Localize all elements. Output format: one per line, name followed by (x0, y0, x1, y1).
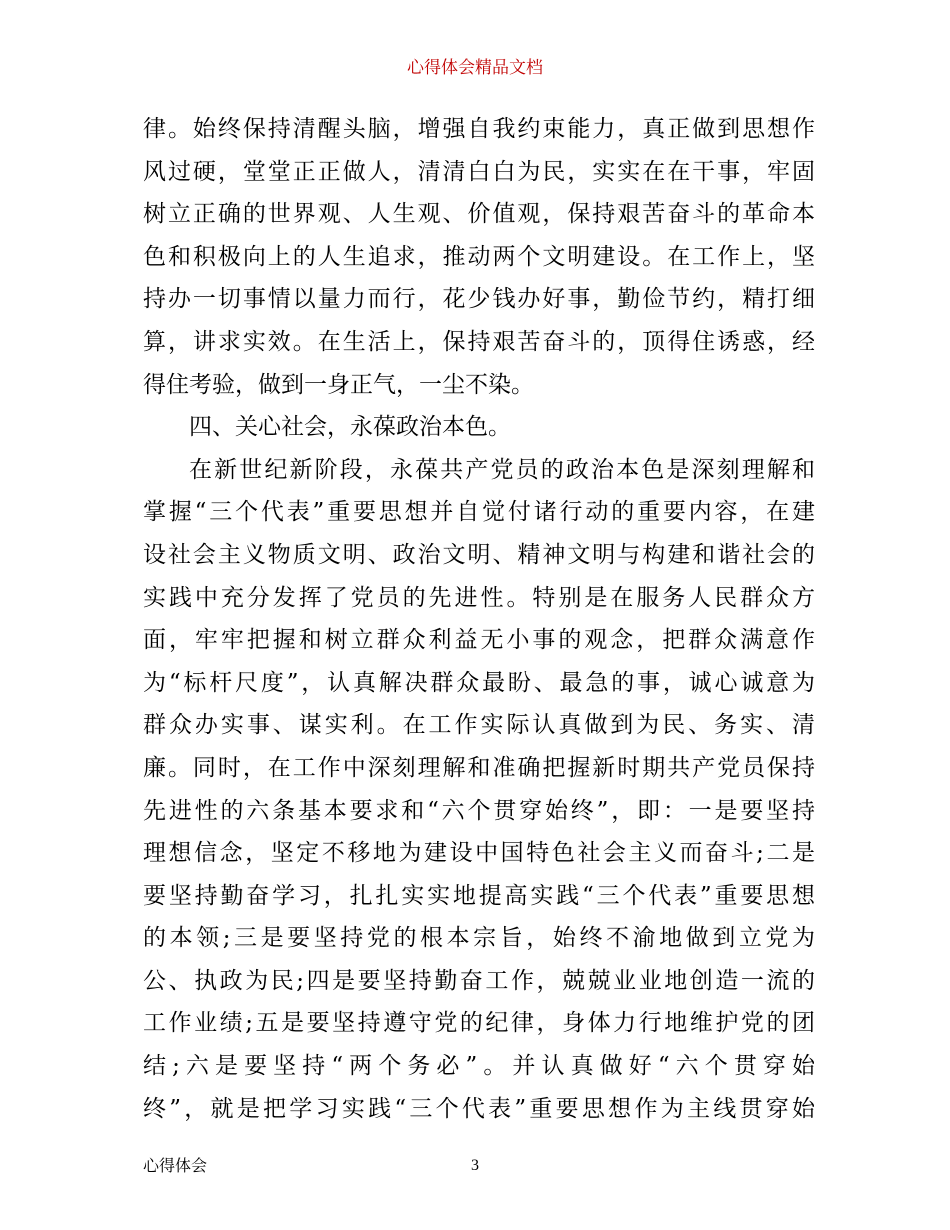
paragraph (143, 108, 815, 406)
text-line: 群众办实事、谋实利。在工作实际认真做到为民、务实、清 (143, 712, 815, 739)
text-line: 持办一切事情以量力而行，花少钱办好事，勤俭节约，精打细 (143, 286, 815, 313)
text-line: 色和积极向上的人生追求，推动两个文明建设。在工作上，坚 (143, 243, 815, 270)
text-line: 风过硬，堂堂正正做人，清清白白为民，实实在在干事，牢固 (143, 158, 815, 185)
text-line: 要坚持勤奋学习，扎扎实实地提高实践“三个代表”重要思想 (143, 882, 815, 909)
text-line: 廉。同时，在工作中深刻理解和准确把握新时期共产党员保持 (143, 754, 815, 781)
text-line: 算，讲求实效。在生活上，保持艰苦奋斗的，顶得住诱惑，经 (143, 328, 815, 355)
text-line: 结;六是要坚持“两个务必”。并认真做好“六个贯穿始 (143, 1053, 815, 1080)
text-line: 树立正确的世界观、人生观、价值观，保持艰苦奋斗的革命本 (143, 201, 815, 228)
paragraph (143, 449, 815, 1131)
page-number: 3 (471, 1157, 479, 1174)
text-line: 先进性的六条基本要求和“六个贯穿始终”，即：一是要坚持 (143, 797, 815, 824)
page-footer-label: 心得体会 (143, 1156, 208, 1175)
text-line: 得住考验，做到一身正气，一尘不染。 (143, 371, 534, 398)
text-line: 工作业绩;五是要坚持遵守党的纪律，身体力行地维护党的团 (143, 1010, 815, 1037)
text-line: 为“标杆尺度”，认真解决群众最盼、最急的事，诚心诚意为 (143, 669, 815, 696)
text-line: 实践中充分发挥了党员的先进性。特别是在服务人民群众方 (143, 584, 815, 611)
text-line: 律。始终保持清醒头脑，增强自我约束能力，真正做到思想作 (143, 116, 815, 142)
text-line: 的本领;三是要坚持党的根本宗旨，始终不渝地做到立党为 (143, 925, 815, 952)
text-line: 理想信念，坚定不移地为建设中国特色社会主义而奋斗;二是 (143, 840, 815, 867)
paragraph (143, 406, 815, 449)
document-body (143, 108, 815, 1130)
page-header-title: 心得体会精品文档 (407, 58, 543, 78)
text-line: 在新世纪新阶段，永葆共产党员的政治本色是深刻理解和 (189, 456, 815, 483)
text-line: 掌握“三个代表”重要思想并自觉付诸行动的重要内容，在建 (143, 499, 815, 526)
text-line: 设社会主义物质文明、政治文明、精神文明与构建和谐社会的 (143, 541, 815, 568)
text-line: 四、关心社会，永葆政治本色。 (189, 414, 511, 441)
text-line: 面，牢牢把握和树立群众利益无小事的观念，把群众满意作 (143, 627, 815, 654)
text-line: 终”，就是把学习实践“三个代表”重要思想作为主线贯穿始 (143, 1095, 815, 1122)
text-line: 公、执政为民;四是要坚持勤奋工作，兢兢业业地创造一流的 (143, 967, 815, 994)
